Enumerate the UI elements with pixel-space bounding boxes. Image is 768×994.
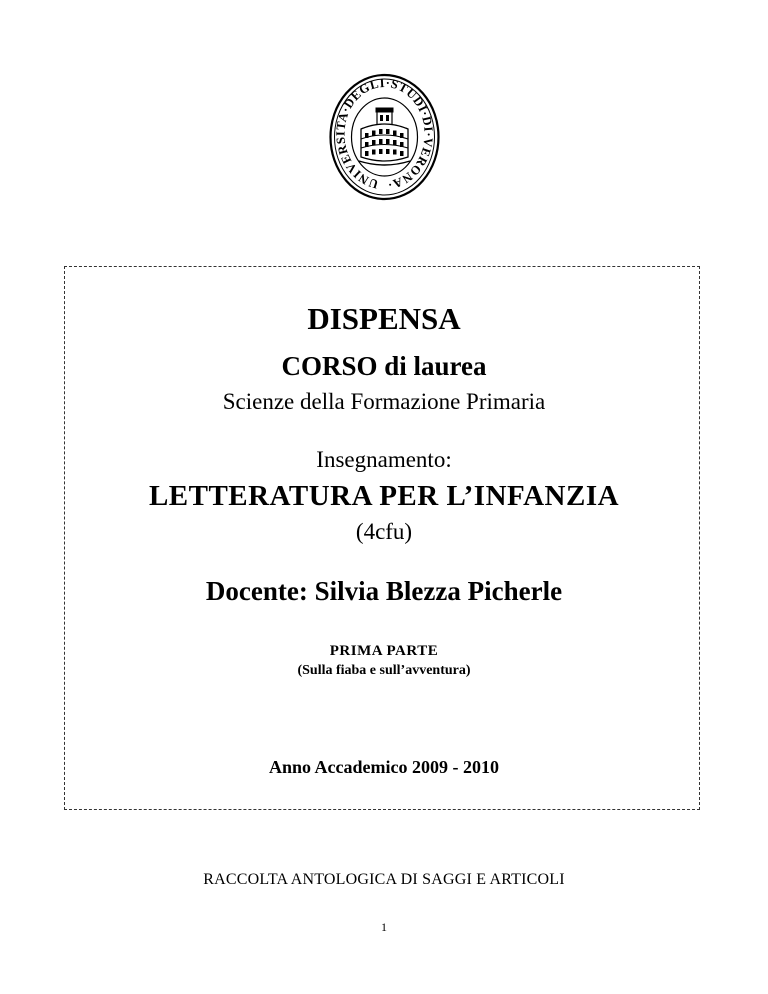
- lecturer: Docente: Silvia Blezza Picherle: [205, 576, 563, 606]
- course-name: Scienze della Formazione Primaria: [222, 389, 546, 414]
- course-heading: CORSO di laurea: [281, 351, 487, 381]
- collection-title: RACCOLTA ANTOLOGICA DI SAGGI E ARTICOLI: [203, 871, 565, 888]
- svg-text:UNIVERSITA·DEGLI·STUDI·DI·VERO: UNIVERSITA·DEGLI·STUDI·DI·VERONA·: [333, 75, 436, 192]
- teaching-label: Insegnamento:: [316, 447, 452, 472]
- part-title: PRIMA PARTE: [329, 643, 439, 659]
- academic-year: Anno Accademico 2009 - 2010: [269, 757, 499, 777]
- document-title: DISPENSA: [307, 301, 461, 336]
- part-subtitle: (Sulla fiaba e sull’avventura): [297, 663, 471, 678]
- page-number: 1: [381, 920, 387, 934]
- teaching-name: LETTERATURA PER L’INFANZIA: [148, 480, 620, 512]
- university-seal-icon: [329, 73, 440, 201]
- teaching-credits: (4cfu): [355, 519, 413, 544]
